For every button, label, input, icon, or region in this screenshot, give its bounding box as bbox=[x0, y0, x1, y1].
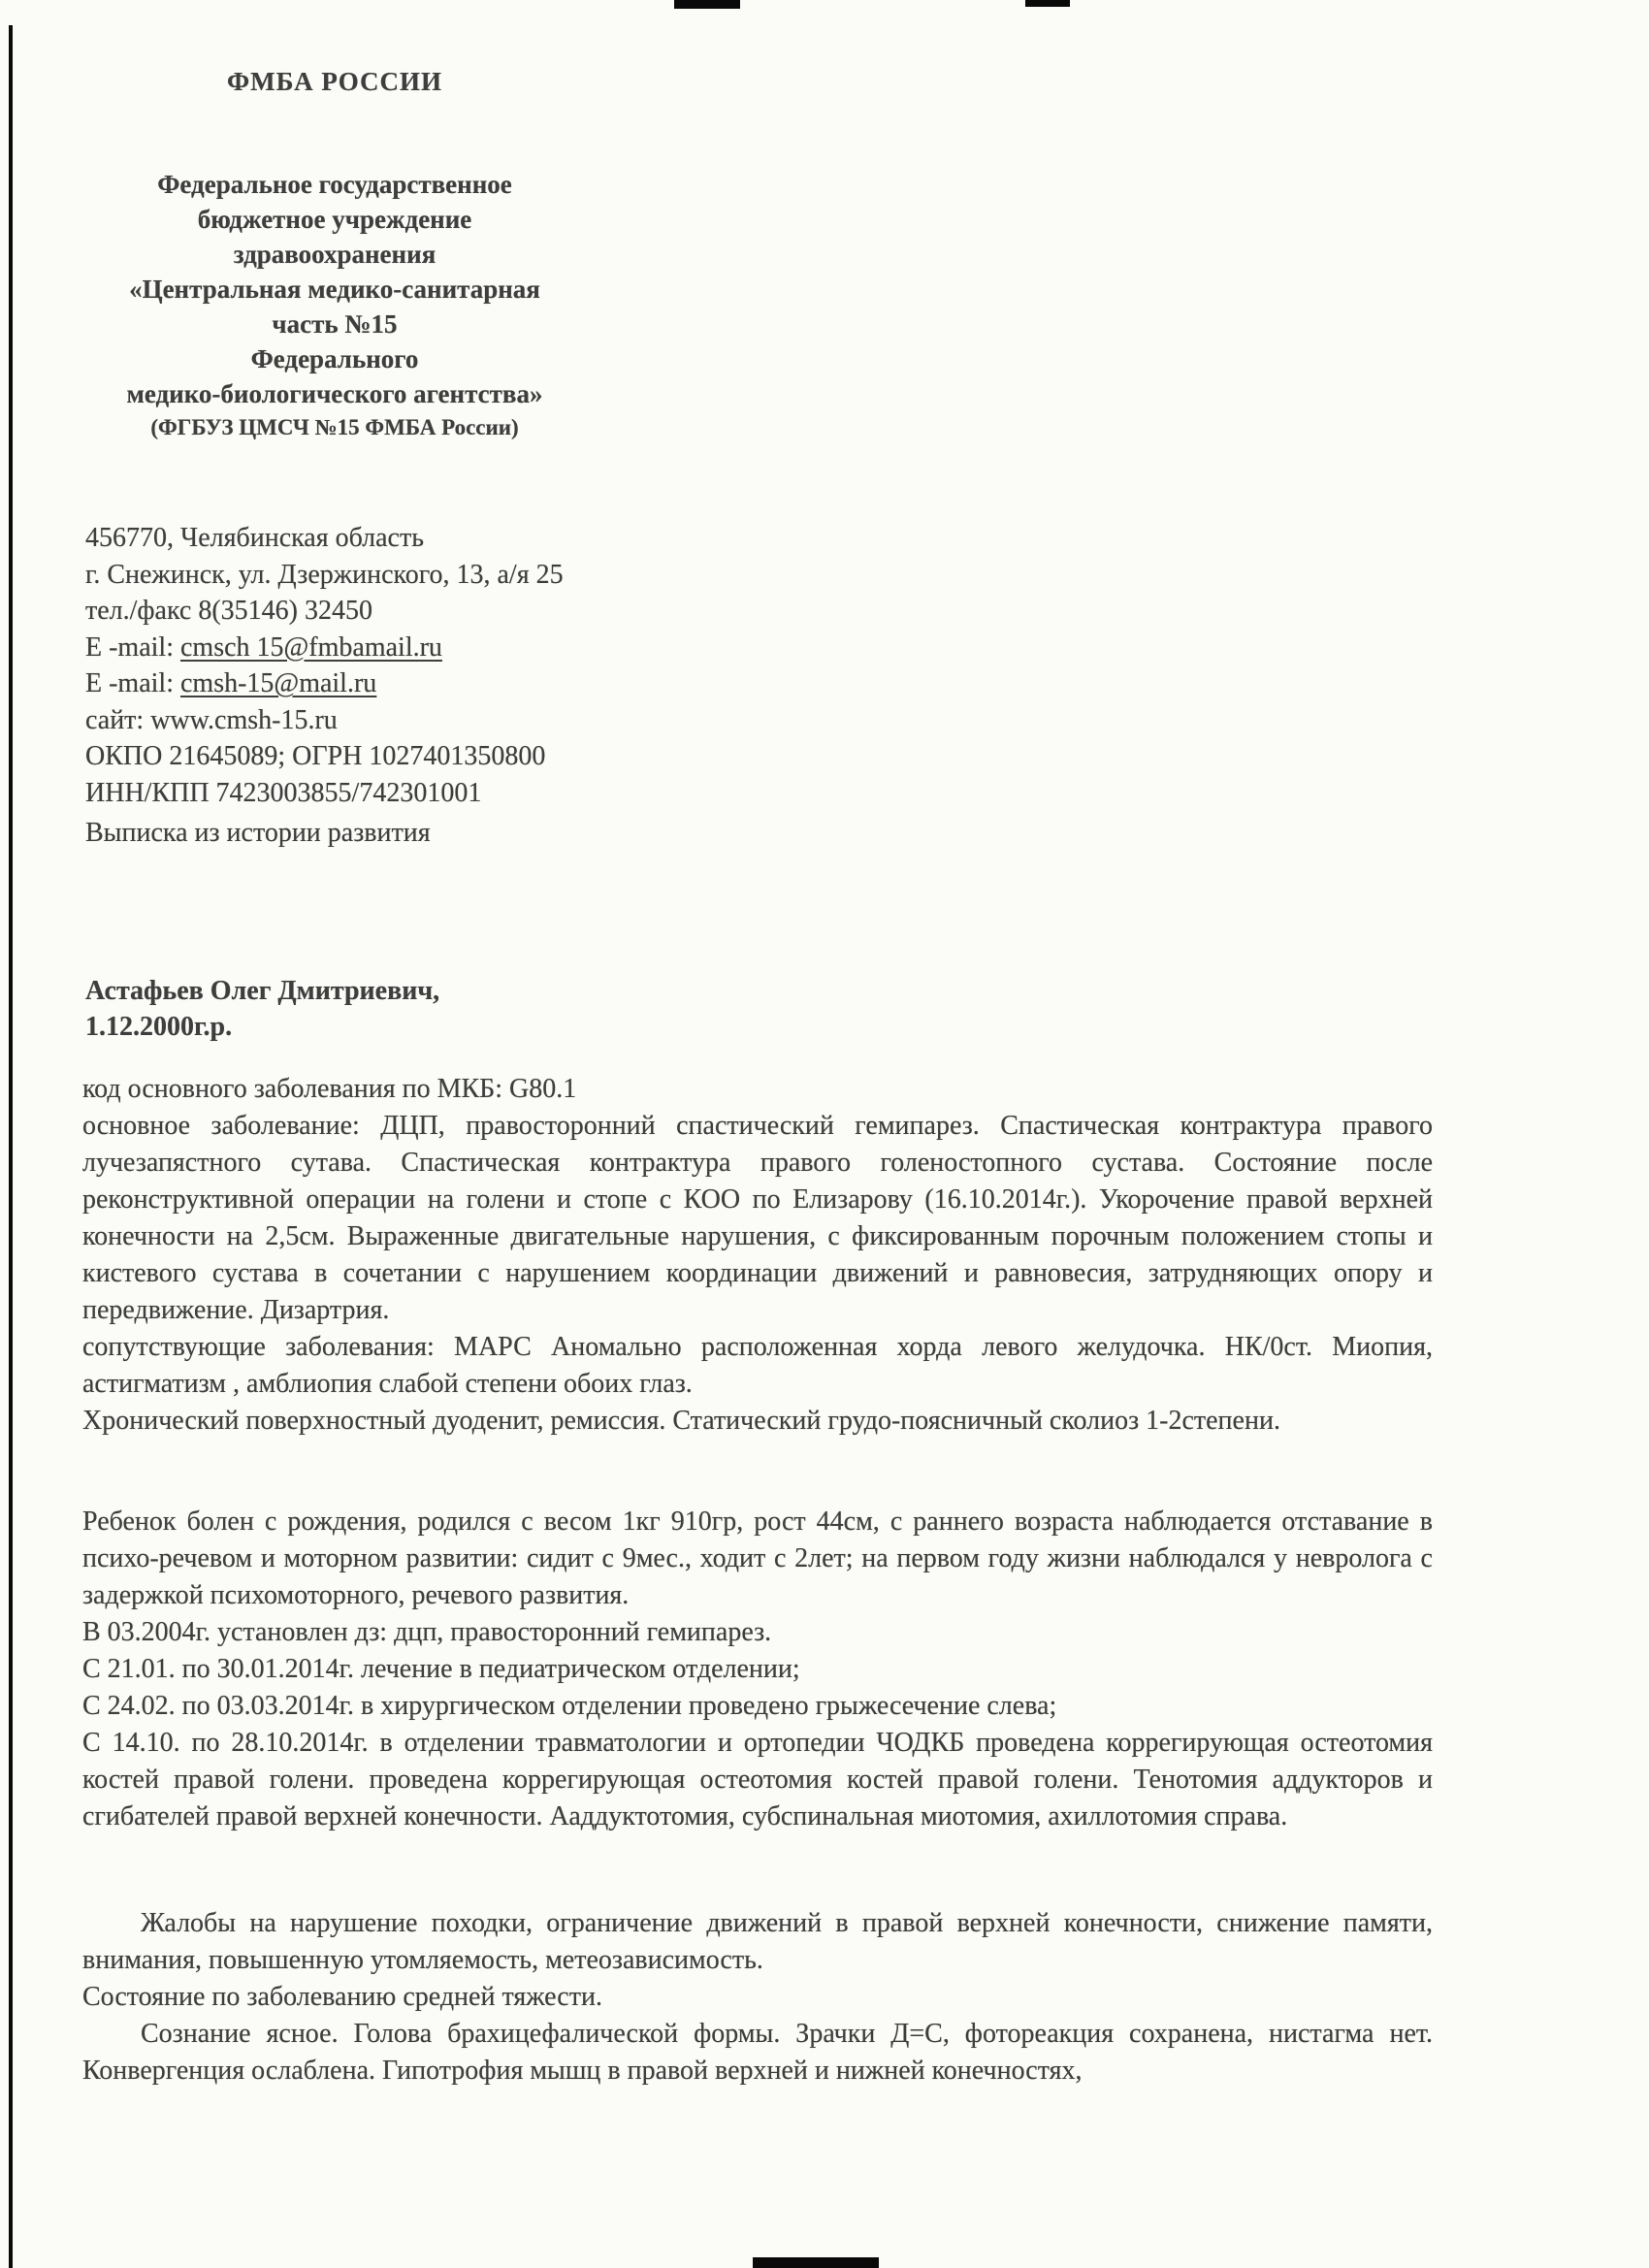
inn-kpp: ИНН/КПП 7423003855/742301001 bbox=[85, 777, 482, 808]
concomitant-diseases: сопутствующие заболевания: МАРС Аномально расположенная хорда левого желудочка. НК/0ст. Миопия, астигматизм , амблиопия слабой степени обоих глаз. bbox=[82, 1332, 1433, 1399]
chronic-diseases: Хронический поверхностный дуоденит, ремиссия. Статический грудо-поясничный сколиоз 1-2степени. bbox=[82, 1406, 1280, 1436]
main-disease: основное заболевание: ДЦП, правосторонний спастический гемипарез. Спастическая контрактура правого лучезапястного сутава. Спастическая контрактура правого голеностопного сустава. Состояние после реконструктивной операции на голени и стопе с КОО по Елизарову (16.10.2014г.). Укорочение правой верхней конечности на 2,5см. Выраженные двигательные нарушения, с фиксированным порочным положением стопы и кистевого сустава в сочетании с нарушением координации движений и равновесия, затрудняющих опору и передвижение. Дизартрия. bbox=[82, 1111, 1433, 1325]
okpo-ogrn: ОКПО 21645089; ОГРН 1027401350800 bbox=[85, 741, 546, 771]
exam-findings: Сознание ясное. Голова брахицефалической формы. Зрачки Д=С, фотореакция сохранена, нистагма нет. Конвергенция ослаблена. Гипотрофия мышц в правой верхней и нижней конечностях, bbox=[82, 2019, 1433, 2086]
document-body bbox=[82, 1071, 1433, 2090]
scan-artifact-top-left bbox=[674, 0, 740, 9]
patient-name: Астафьев Олег Дмитриевич, bbox=[85, 976, 440, 1006]
anamnesis-birth: Ребенок болен с рождения, родился с весом 1кг 910гр, рост 44см, с раннего возраста наблюдается отставание в психо-речевом и моторном развитии: сидит с 9мес., ходит с 2лет; на первом году жизни наблюдался у невролога с задержкой психомоторного, речевого развития. bbox=[82, 1507, 1433, 1610]
email-label: E -mail: bbox=[85, 668, 174, 698]
patient-block bbox=[85, 973, 439, 1045]
mkb-code-line: код основного заболевания по МКБ: G80.1 bbox=[82, 1074, 577, 1104]
email-line-2 bbox=[85, 665, 564, 702]
anamnesis-orthopedic-surgery: С 14.10. по 28.10.2014г. в отделении травматологии и ортопедии ЧОДКБ проведена коррегирующая остеотомия костей правой голени. проведена коррегирующая остеотомия костей правой голени. Тенотомия аддукторов и сгибателей правой верхней конечности. Ааддуктотомия, субспинальная миотомия, ахиллотомия справа. bbox=[82, 1728, 1433, 1831]
complaints: Жалобы на нарушение походки, ограничение движений в правой верхней конечности, снижение памяти, внимания, повышенную утомляемость, метеозависимость. bbox=[82, 1908, 1433, 1975]
paragraph-gap bbox=[82, 1440, 1433, 1504]
postal-address-street: г. Снежинск, ул. Дзержинского, 13, а/я 25 bbox=[85, 559, 564, 590]
org-name-line: медико-биологического агентства» bbox=[126, 379, 543, 408]
email-2-value: cmsh-15@mail.ru bbox=[179, 668, 377, 698]
email-line-1 bbox=[85, 630, 564, 666]
phone-fax: тел./факс 8(35146) 32450 bbox=[85, 596, 372, 626]
scan-artifact-top-right bbox=[1025, 0, 1070, 7]
document-title: Выписка из истории развития bbox=[85, 818, 431, 848]
org-agency-name: ФМБА РОССИИ bbox=[226, 67, 443, 96]
email-1-value: cmsch 15@fmbamail.ru bbox=[179, 632, 442, 663]
condition-severity: Состояние по заболеванию средней тяжести. bbox=[82, 1982, 602, 2012]
email-label: E -mail: bbox=[85, 632, 174, 663]
anamnesis-diagnosis-2004: В 03.2004г. установлен дз: дцп, правосторонний гемипарез. bbox=[82, 1617, 772, 1647]
org-name-line: бюджетное учреждение bbox=[197, 205, 472, 234]
paragraph-gap bbox=[82, 1835, 1433, 1905]
website-line bbox=[85, 702, 564, 739]
letterhead bbox=[82, 64, 587, 444]
website-value: www.cmsh-15.ru bbox=[150, 704, 338, 735]
patient-birthdate: 1.12.2000г.р. bbox=[85, 1012, 233, 1042]
org-name-line: Федеральное государственное bbox=[157, 170, 512, 199]
org-name-line: Федерального bbox=[250, 344, 419, 373]
scan-artifact-left-edge bbox=[9, 25, 13, 2268]
anamnesis-surgery-hernia: С 24.02. по 03.03.2014г. в хирургическом отделении проведено грыжесечение слева; bbox=[82, 1691, 1057, 1721]
org-name-line: «Центральная медико-санитарная bbox=[129, 275, 540, 304]
anamnesis-pediatric-treatment: С 21.01. по 30.01.2014г. лечение в педиатрическом отделении; bbox=[82, 1654, 800, 1684]
org-name-line: часть №15 bbox=[272, 309, 398, 339]
org-short-name: (ФГБУЗ ЦМСЧ №15 ФМБА России) bbox=[150, 415, 519, 439]
website-label: сайт: bbox=[85, 704, 145, 735]
org-name-line: здравоохранения bbox=[233, 240, 436, 269]
scan-artifact-bottom bbox=[753, 2257, 879, 2268]
org-full-name bbox=[82, 167, 587, 411]
postal-address-region: 456770, Челябинская область bbox=[85, 523, 424, 553]
contact-block bbox=[85, 520, 564, 811]
